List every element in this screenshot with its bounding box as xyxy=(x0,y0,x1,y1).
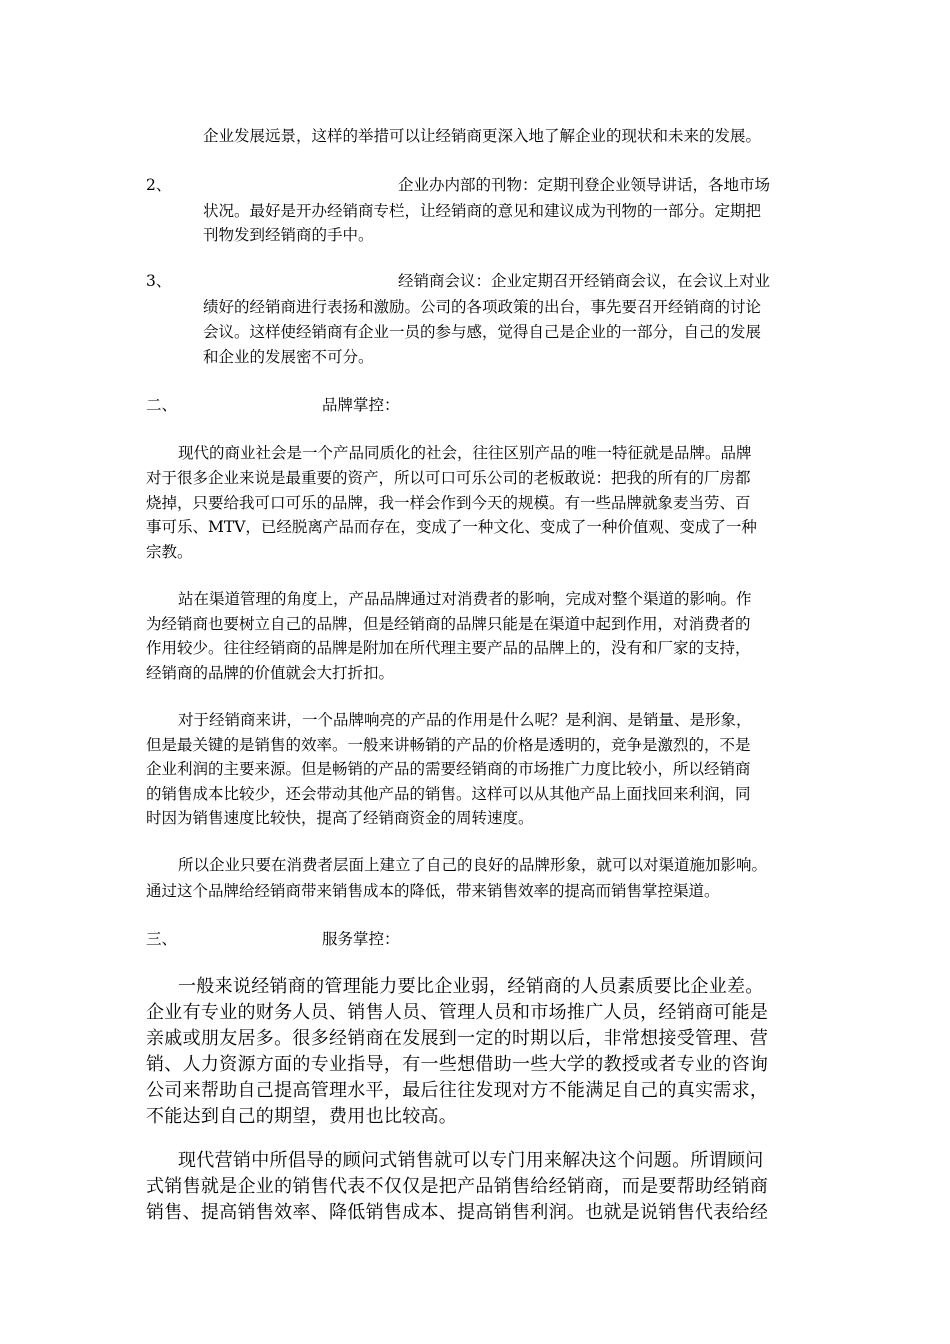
section2-p3-line-4: 的销售成本比较少，还会带动其他产品的销售。这样可以从其他产品上面找回来利润，同 xyxy=(146,785,751,803)
section2-p1-line-4: 事可乐、MTV，已经脱离产品而存在，变成了一种文化、变成了一种价值观、变成了一种 xyxy=(146,518,757,536)
section2-p4-line-1: 所以企业只要在消费者层面上建立了自己的良好的品牌形象，就可以对渠道施加影响。 xyxy=(178,856,768,874)
section2-p4-line-2: 通过这个品牌给经销商带来销售成本的降低，带来销售效率的提高而销售掌控渠道。 xyxy=(146,882,720,900)
section3-p2-line-2: 式销售就是企业的销售代表不仅仅是把产品销售给经销商，而是要帮助经销商 xyxy=(146,1176,769,1197)
item3-line-2: 绩好的经销商进行表扬和激励。公司的各项政策的出台，事先要召开经销商的讨论 xyxy=(203,298,762,316)
section2-p3-line-2: 但是最关键的是销售的效率。一般来讲畅销的产品的价格是透明的，竞争是激烈的，不是 xyxy=(146,736,751,754)
section3-p1-line-3: 亲戚或朋友居多。很多经销商在发展到一定的时期以后，非常想接受管理、营 xyxy=(146,1028,769,1049)
section2-p3-line-3: 企业利润的主要来源。但是畅销的产品的需要经销商的市场推广力度比较小，所以经销商 xyxy=(146,760,751,778)
section2-p2-line-1: 站在渠道管理的角度上，产品品牌通过对消费者的影响，完成对整个渠道的影响。作 xyxy=(178,590,752,608)
section2-p3-line-5: 时因为销售速度比较快，提高了经销商资金的周转速度。 xyxy=(146,809,534,827)
item3-number: 3、 xyxy=(146,272,172,290)
section2-number: 二、 xyxy=(146,396,178,414)
item3-line-4: 和企业的发展密不可分。 xyxy=(203,348,374,366)
section3-p1-line-1: 一般来说经销商的管理能力要比企业弱，经销商的人员素质要比企业差。 xyxy=(178,976,764,997)
section3-p1-line-2: 企业有专业的财务人员、销售人员、管理人员和市场推广人员，经销商可能是 xyxy=(146,1002,769,1023)
item3-line-3: 会议。这样使经销商有企业一员的参与感，觉得自己是企业的一部分，自己的发展 xyxy=(203,323,762,341)
item2-line-3: 刊物发到经销商的手中。 xyxy=(203,226,374,244)
section2-p3-line-1: 对于经销商来讲，一个品牌响亮的产品的作用是什么呢？是利润、是销量、是形象， xyxy=(178,711,752,729)
section2-p1-line-3: 烧掉，只要给我可口可乐的品牌，我一样会作到今天的规模。有一些品牌就象麦当劳、百 xyxy=(146,494,751,512)
section3-title: 服务掌控： xyxy=(322,930,400,948)
section3-number: 三、 xyxy=(146,930,178,948)
item2-line-2: 状况。最好是开办经销商专栏，让经销商的意见和建议成为刊物的一部分。定期把 xyxy=(203,202,762,220)
section2-title: 品牌掌控： xyxy=(322,396,400,414)
section2-p1-line-2: 对于很多企业来说是最重要的资产，所以可口可乐公司的老板敢说：把我的所有的厂房都 xyxy=(146,469,751,487)
section2-p1-line-5: 宗教。 xyxy=(146,543,193,561)
section2-p2-line-4: 经销商的品牌的价值就会大打折扣。 xyxy=(146,664,395,682)
item2-number: 2、 xyxy=(146,176,172,194)
section3-p2-line-1: 现代营销中所倡导的顾问式销售就可以专门用来解决这个问题。所谓顾问 xyxy=(178,1150,764,1171)
section3-p1-line-5: 公司来帮助自己提高管理水平，最后往往发现对方不能满足自己的真实需求， xyxy=(146,1080,769,1101)
item2-line-1: 企业办内部的刊物：定期刊登企业领导讲话，各地市场 xyxy=(398,176,771,194)
section2-p1-line-1: 现代的商业社会是一个产品同质化的社会，往往区别产品的唯一特征就是品牌。品牌 xyxy=(178,444,752,462)
item3-line-1: 经销商会议：企业定期召开经销商会议，在会议上对业 xyxy=(398,272,771,290)
section3-p1-line-4: 销、人力资源方面的专业指导，有一些想借助一些大学的教授或者专业的咨询 xyxy=(146,1054,769,1075)
section2-p2-line-2: 为经销商也要树立自己的品牌，但是经销商的品牌只能是在渠道中起到作用，对消费者的 xyxy=(146,615,751,633)
item1-line: 企业发展远景，这样的举措可以让经销商更深入地了解企业的现状和未来的发展。 xyxy=(203,127,762,145)
section3-p1-line-6: 不能达到自己的期望，费用也比较高。 xyxy=(146,1106,458,1127)
section3-p2-line-3: 销售、提高销售效率、降低销售成本、提高销售利润。也就是说销售代表给经 xyxy=(146,1202,769,1223)
section2-p2-line-3: 作用较少。往往经销商的品牌是附加在所代理主要产品的品牌上的，没有和厂家的支持， xyxy=(146,639,751,657)
